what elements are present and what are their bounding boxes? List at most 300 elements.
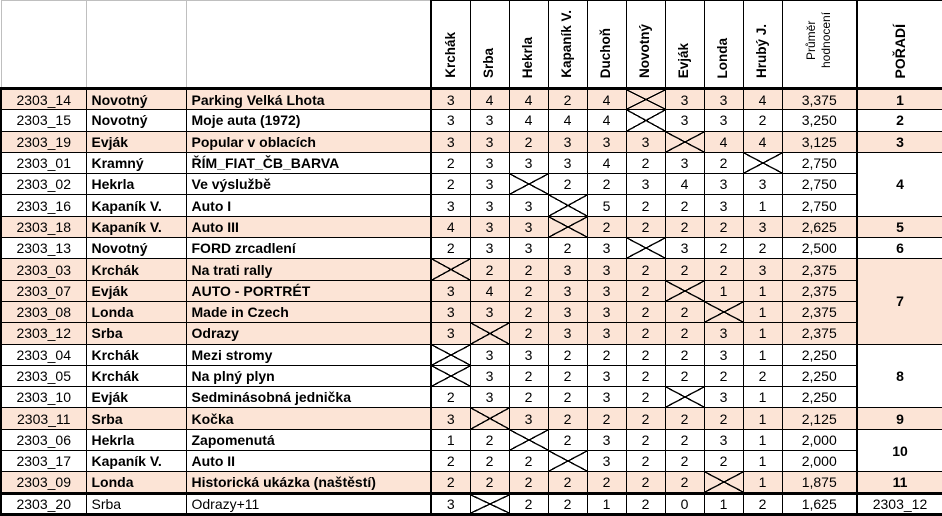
score-cell[interactable]: 3 xyxy=(470,344,509,365)
title-cell[interactable]: Na trati rally xyxy=(186,259,431,280)
score-cell[interactable]: 3 xyxy=(587,429,626,450)
score-cell[interactable]: 2 xyxy=(626,429,665,450)
score-cell[interactable]: 2 xyxy=(665,451,704,472)
average-cell[interactable]: 1,875 xyxy=(782,472,857,493)
average-cell[interactable]: 2,375 xyxy=(782,259,857,280)
score-cell[interactable]: 2 xyxy=(626,280,665,301)
score-cell[interactable]: 2 xyxy=(548,365,587,386)
photo-id-cell[interactable]: 2303_02 xyxy=(1,174,86,195)
average-cell[interactable]: 2,625 xyxy=(782,216,857,237)
title-cell[interactable]: Odrazy xyxy=(186,323,431,344)
score-cell-crossed[interactable] xyxy=(665,131,704,152)
score-cell[interactable]: 3 xyxy=(470,301,509,322)
score-cell[interactable]: 2 xyxy=(548,238,587,259)
average-cell[interactable]: 2,375 xyxy=(782,301,857,322)
score-cell[interactable]: 2 xyxy=(626,301,665,322)
score-cell[interactable]: 2 xyxy=(665,408,704,429)
score-cell[interactable]: 2 xyxy=(509,451,548,472)
score-cell[interactable]: 2 xyxy=(548,408,587,429)
score-cell[interactable]: 1 xyxy=(743,451,782,472)
score-cell[interactable]: 2 xyxy=(665,344,704,365)
score-cell[interactable]: 2 xyxy=(431,472,470,493)
score-cell[interactable]: 4 xyxy=(665,174,704,195)
score-cell[interactable]: 3 xyxy=(704,429,743,450)
rank-cell[interactable]: 10 xyxy=(857,429,942,472)
score-cell[interactable]: 3 xyxy=(587,238,626,259)
author-cell[interactable]: Krchák xyxy=(86,365,186,386)
rank-cell[interactable]: 5 xyxy=(857,216,942,237)
score-cell-crossed[interactable] xyxy=(431,365,470,386)
score-cell[interactable]: 2 xyxy=(704,365,743,386)
author-cell[interactable]: Kapaník V. xyxy=(86,195,186,216)
rank-cell[interactable]: 11 xyxy=(857,472,942,493)
judge-header-cell[interactable] xyxy=(587,1,626,89)
score-cell[interactable]: 3 xyxy=(548,280,587,301)
score-cell[interactable]: 3 xyxy=(587,259,626,280)
photo-id-cell[interactable]: 2303_04 xyxy=(1,344,86,365)
header-blank-author[interactable] xyxy=(86,1,186,89)
judge-name-label: Duchoň xyxy=(598,27,614,78)
author-cell[interactable]: Hekrla xyxy=(86,174,186,195)
judge-header-cell[interactable] xyxy=(626,1,665,89)
score-cell[interactable]: 2 xyxy=(548,387,587,408)
score-cell[interactable]: 2 xyxy=(431,238,470,259)
score-cell[interactable]: 3 xyxy=(431,110,470,131)
photo-id-cell[interactable]: 2303_18 xyxy=(1,216,86,237)
score-cell[interactable]: 3 xyxy=(470,195,509,216)
author-cell[interactable]: Srba xyxy=(86,493,186,514)
judge-header-cell[interactable] xyxy=(509,1,548,89)
score-cell[interactable]: 3 xyxy=(509,195,548,216)
score-cell[interactable]: 2 xyxy=(665,365,704,386)
photo-id-cell[interactable]: 2303_15 xyxy=(1,110,86,131)
score-cell[interactable]: 3 xyxy=(743,174,782,195)
author-cell[interactable]: Novotný xyxy=(86,89,186,110)
header-blank-title[interactable] xyxy=(186,1,431,89)
score-cell[interactable]: 4 xyxy=(587,110,626,131)
score-cell[interactable]: 1 xyxy=(743,280,782,301)
author-cell[interactable]: Novotný xyxy=(86,110,186,131)
title-cell[interactable]: Zapomenutá xyxy=(186,429,431,450)
score-cell[interactable]: 3 xyxy=(665,110,704,131)
score-cell[interactable]: 3 xyxy=(470,365,509,386)
table-row xyxy=(1,238,942,259)
average-cell[interactable]: 3,125 xyxy=(782,131,857,152)
cross-out-icon xyxy=(510,174,548,194)
title-cell[interactable]: Popular v oblacích xyxy=(186,131,431,152)
score-cell[interactable]: 2 xyxy=(626,216,665,237)
score-cell[interactable]: 2 xyxy=(470,429,509,450)
score-cell[interactable]: 4 xyxy=(704,131,743,152)
score-cell[interactable]: 4 xyxy=(587,89,626,110)
author-cell[interactable]: Evják xyxy=(86,280,186,301)
author-cell[interactable]: Londa xyxy=(86,301,186,322)
average-header-cell[interactable] xyxy=(782,1,857,89)
score-cell[interactable]: 4 xyxy=(509,110,548,131)
cross-out-icon xyxy=(432,345,470,365)
score-cell[interactable]: 3 xyxy=(470,238,509,259)
score-cell[interactable]: 3 xyxy=(431,280,470,301)
score-cell[interactable]: 2 xyxy=(509,387,548,408)
judge-header-cell[interactable] xyxy=(470,1,509,89)
score-cell[interactable]: 2 xyxy=(509,493,548,514)
photo-id-cell[interactable]: 2303_19 xyxy=(1,131,86,152)
score-cell[interactable]: 2 xyxy=(587,344,626,365)
score-cell[interactable]: 2 xyxy=(509,323,548,344)
score-cell-crossed[interactable] xyxy=(704,301,743,322)
photo-id-cell[interactable]: 2303_10 xyxy=(1,387,86,408)
score-cell[interactable]: 1 xyxy=(431,429,470,450)
score-cell[interactable]: 1 xyxy=(704,493,743,514)
header-row xyxy=(1,1,942,89)
author-cell[interactable]: Kramný xyxy=(86,152,186,173)
average-cell[interactable]: 2,125 xyxy=(782,408,857,429)
score-cell[interactable]: 3 xyxy=(587,451,626,472)
rank-cell[interactable]: 6 xyxy=(857,238,942,259)
score-cell[interactable]: 2 xyxy=(665,216,704,237)
score-cell[interactable]: 1 xyxy=(587,493,626,514)
score-cell[interactable]: 2 xyxy=(626,493,665,514)
score-cell[interactable]: 3 xyxy=(431,408,470,429)
score-cell[interactable]: 4 xyxy=(470,89,509,110)
score-cell[interactable]: 4 xyxy=(743,131,782,152)
average-cell[interactable]: 2,375 xyxy=(782,280,857,301)
score-cell[interactable]: 2 xyxy=(626,472,665,493)
table-row xyxy=(1,451,942,472)
score-cell[interactable]: 2 xyxy=(548,89,587,110)
author-cell[interactable]: Londa xyxy=(86,472,186,493)
average-cell[interactable]: 2,500 xyxy=(782,238,857,259)
score-cell-crossed[interactable] xyxy=(548,451,587,472)
score-cell[interactable]: 3 xyxy=(587,131,626,152)
score-cell[interactable]: 2 xyxy=(509,259,548,280)
score-cell[interactable]: 1 xyxy=(743,429,782,450)
score-cell[interactable]: 1 xyxy=(743,301,782,322)
score-cell[interactable]: 2 xyxy=(431,174,470,195)
average-cell[interactable]: 2,000 xyxy=(782,451,857,472)
rank-cell[interactable]: 7 xyxy=(857,259,942,344)
title-cell[interactable]: Ve výslužbě xyxy=(186,174,431,195)
score-cell[interactable]: 2 xyxy=(548,174,587,195)
score-cell[interactable]: 2 xyxy=(626,365,665,386)
score-cell[interactable]: 3 xyxy=(665,89,704,110)
score-cell-crossed[interactable] xyxy=(548,216,587,237)
score-cell[interactable]: 1 xyxy=(743,408,782,429)
score-cell[interactable]: 3 xyxy=(665,152,704,173)
score-cell[interactable]: 3 xyxy=(587,387,626,408)
score-cell[interactable]: 2 xyxy=(509,280,548,301)
score-cell[interactable]: 3 xyxy=(548,323,587,344)
score-cell[interactable]: 4 xyxy=(431,216,470,237)
score-cell[interactable]: 2 xyxy=(743,365,782,386)
author-cell[interactable]: Novotný xyxy=(86,238,186,259)
photo-id-cell[interactable]: 2303_20 xyxy=(1,493,86,514)
score-cell[interactable]: 2 xyxy=(704,152,743,173)
rank-cell[interactable]: 2303_12 xyxy=(857,493,942,514)
score-cell[interactable]: 4 xyxy=(548,110,587,131)
title-cell[interactable]: Odrazy+11 xyxy=(186,493,431,514)
score-cell[interactable]: 2 xyxy=(665,429,704,450)
score-cell[interactable]: 3 xyxy=(509,238,548,259)
score-cell[interactable]: 2 xyxy=(470,472,509,493)
title-cell[interactable]: Na plný plyn xyxy=(186,365,431,386)
score-cell[interactable]: 2 xyxy=(704,408,743,429)
rank-cell[interactable]: 9 xyxy=(857,408,942,429)
score-cell[interactable]: 2 xyxy=(665,301,704,322)
score-cell[interactable]: 3 xyxy=(509,408,548,429)
author-cell[interactable]: Kapaník V. xyxy=(86,216,186,237)
score-cell[interactable]: 3 xyxy=(587,323,626,344)
score-cell[interactable]: 3 xyxy=(470,131,509,152)
score-cell[interactable]: 3 xyxy=(470,387,509,408)
average-cell[interactable]: 2,250 xyxy=(782,365,857,386)
rank-cell[interactable]: 2 xyxy=(857,110,942,131)
judge-header-cell[interactable] xyxy=(431,1,470,89)
score-cell[interactable]: 5 xyxy=(587,195,626,216)
score-cell[interactable]: 2 xyxy=(431,387,470,408)
score-cell[interactable]: 2 xyxy=(626,387,665,408)
title-cell[interactable]: ŘÍM_FIAT_ČB_BARVA xyxy=(186,152,431,173)
average-cell[interactable]: 2,750 xyxy=(782,152,857,173)
score-cell[interactable]: 4 xyxy=(743,89,782,110)
score-cell[interactable]: 2 xyxy=(587,174,626,195)
rank-cell[interactable]: 1 xyxy=(857,89,942,110)
score-cell[interactable]: 1 xyxy=(743,387,782,408)
score-cell[interactable]: 3 xyxy=(431,301,470,322)
photo-id-cell[interactable]: 2303_07 xyxy=(1,280,86,301)
average-cell[interactable]: 1,625 xyxy=(782,493,857,514)
title-cell[interactable]: Made in Czech xyxy=(186,301,431,322)
score-cell[interactable]: 2 xyxy=(665,259,704,280)
score-cell-crossed[interactable] xyxy=(743,152,782,173)
score-cell[interactable]: 3 xyxy=(470,152,509,173)
score-cell-crossed[interactable] xyxy=(665,280,704,301)
score-cell[interactable]: 3 xyxy=(626,174,665,195)
title-cell[interactable]: Auto II xyxy=(186,451,431,472)
photo-id-cell[interactable]: 2303_08 xyxy=(1,301,86,322)
score-cell[interactable]: 3 xyxy=(704,344,743,365)
title-cell[interactable]: Historická ukázka (naštěstí) xyxy=(186,472,431,493)
rank-cell[interactable]: 4 xyxy=(857,152,942,216)
score-cell[interactable]: 2 xyxy=(587,408,626,429)
score-cell[interactable]: 3 xyxy=(704,387,743,408)
score-cell[interactable]: 2 xyxy=(548,493,587,514)
photo-id-cell[interactable]: 2303_16 xyxy=(1,195,86,216)
score-cell[interactable]: 3 xyxy=(587,301,626,322)
score-cell-crossed[interactable] xyxy=(431,344,470,365)
score-cell[interactable]: 3 xyxy=(509,344,548,365)
score-cell[interactable]: 2 xyxy=(704,259,743,280)
average-cell[interactable]: 3,250 xyxy=(782,110,857,131)
score-cell[interactable]: 2 xyxy=(587,472,626,493)
score-cell[interactable]: 3 xyxy=(704,110,743,131)
score-cell[interactable]: 1 xyxy=(743,472,782,493)
title-cell[interactable]: FORD zrcadlení xyxy=(186,238,431,259)
photo-id-cell[interactable]: 2303_14 xyxy=(1,89,86,110)
title-cell[interactable]: Auto I xyxy=(186,195,431,216)
author-cell[interactable]: Hekrla xyxy=(86,429,186,450)
title-cell[interactable]: Moje auta (1972) xyxy=(186,110,431,131)
score-cell[interactable]: 4 xyxy=(509,89,548,110)
average-cell[interactable]: 2,375 xyxy=(782,323,857,344)
score-cell[interactable]: 1 xyxy=(704,280,743,301)
score-cell[interactable]: 2 xyxy=(509,472,548,493)
score-cell[interactable]: 2 xyxy=(704,216,743,237)
judge-header-cell[interactable] xyxy=(548,1,587,89)
score-cell[interactable]: 2 xyxy=(626,259,665,280)
photo-id-cell[interactable]: 2303_09 xyxy=(1,472,86,493)
author-cell[interactable]: Srba xyxy=(86,408,186,429)
score-cell[interactable]: 2 xyxy=(743,493,782,514)
author-cell[interactable]: Krchák xyxy=(86,344,186,365)
photo-id-cell[interactable]: 2303_11 xyxy=(1,408,86,429)
score-cell[interactable]: 3 xyxy=(431,131,470,152)
score-cell[interactable]: 2 xyxy=(548,429,587,450)
judge-header-cell[interactable] xyxy=(704,1,743,89)
score-cell[interactable]: 2 xyxy=(626,408,665,429)
title-cell[interactable]: Auto III xyxy=(186,216,431,237)
judge-header-cell[interactable] xyxy=(665,1,704,89)
score-cell[interactable]: 1 xyxy=(743,195,782,216)
score-cell[interactable]: 0 xyxy=(665,493,704,514)
author-cell[interactable]: Srba xyxy=(86,323,186,344)
average-cell[interactable]: 3,375 xyxy=(782,89,857,110)
score-cell[interactable]: 2 xyxy=(704,451,743,472)
title-cell[interactable]: AUTO - PORTRÉT xyxy=(186,280,431,301)
score-cell[interactable]: 3 xyxy=(470,110,509,131)
photo-id-cell[interactable]: 2303_12 xyxy=(1,323,86,344)
score-cell-crossed[interactable] xyxy=(704,472,743,493)
cross-out-icon xyxy=(627,90,665,109)
score-cell-crossed[interactable] xyxy=(509,174,548,195)
score-cell[interactable]: 3 xyxy=(470,174,509,195)
score-cell[interactable]: 1 xyxy=(743,323,782,344)
score-cell[interactable]: 1 xyxy=(743,344,782,365)
score-cell[interactable]: 3 xyxy=(509,216,548,237)
score-cell[interactable]: 3 xyxy=(431,323,470,344)
score-cell[interactable]: 3 xyxy=(548,152,587,173)
score-cell[interactable]: 3 xyxy=(509,152,548,173)
score-cell-crossed[interactable] xyxy=(509,429,548,450)
score-cell[interactable]: 3 xyxy=(548,301,587,322)
header-blank-id[interactable] xyxy=(1,1,86,89)
score-cell[interactable]: 3 xyxy=(431,493,470,514)
cross-out-icon xyxy=(471,323,509,343)
score-cell-crossed[interactable] xyxy=(626,89,665,110)
author-cell[interactable]: Evják xyxy=(86,387,186,408)
score-cell[interactable]: 2 xyxy=(626,344,665,365)
score-cell-crossed[interactable] xyxy=(470,493,509,514)
score-cell[interactable]: 2 xyxy=(743,110,782,131)
score-cell[interactable]: 2 xyxy=(665,323,704,344)
score-cell[interactable]: 3 xyxy=(743,216,782,237)
score-cell[interactable]: 3 xyxy=(704,89,743,110)
average-cell[interactable]: 2,750 xyxy=(782,195,857,216)
author-cell[interactable]: Krchák xyxy=(86,259,186,280)
average-cell[interactable]: 2,250 xyxy=(782,344,857,365)
score-cell[interactable]: 3 xyxy=(743,259,782,280)
table-row xyxy=(1,301,942,322)
rank-cell[interactable]: 3 xyxy=(857,131,942,152)
score-cell[interactable]: 2 xyxy=(626,195,665,216)
photo-id-cell[interactable]: 2303_01 xyxy=(1,152,86,173)
author-cell[interactable]: Kapaník V. xyxy=(86,451,186,472)
score-cell-crossed[interactable] xyxy=(470,408,509,429)
score-cell[interactable]: 2 xyxy=(509,301,548,322)
score-cell[interactable]: 3 xyxy=(665,238,704,259)
photo-id-cell[interactable]: 2303_05 xyxy=(1,365,86,386)
average-cell[interactable]: 2,250 xyxy=(782,387,857,408)
title-cell[interactable]: Mezi stromy xyxy=(186,344,431,365)
score-cell[interactable]: 3 xyxy=(548,131,587,152)
photo-id-cell[interactable]: 2303_13 xyxy=(1,238,86,259)
table-row xyxy=(1,110,942,131)
title-cell[interactable]: Parking Velká Lhota xyxy=(186,89,431,110)
score-cell[interactable]: 3 xyxy=(704,323,743,344)
score-cell-crossed[interactable] xyxy=(548,195,587,216)
rank-cell[interactable]: 8 xyxy=(857,344,942,408)
score-cell[interactable]: 4 xyxy=(470,280,509,301)
score-cell[interactable]: 3 xyxy=(470,216,509,237)
score-cell[interactable]: 2 xyxy=(548,344,587,365)
photo-id-cell[interactable]: 2303_03 xyxy=(1,259,86,280)
score-cell-crossed[interactable] xyxy=(626,110,665,131)
score-cell[interactable]: 2 xyxy=(626,323,665,344)
rank-header-cell[interactable] xyxy=(857,1,942,89)
average-cell[interactable]: 2,000 xyxy=(782,429,857,450)
score-cell-crossed[interactable] xyxy=(665,387,704,408)
score-cell[interactable]: 2 xyxy=(470,451,509,472)
score-cell[interactable]: 3 xyxy=(587,280,626,301)
score-cell[interactable]: 2 xyxy=(509,131,548,152)
score-cell[interactable]: 3 xyxy=(548,259,587,280)
score-cell[interactable]: 2 xyxy=(431,451,470,472)
score-cell[interactable]: 2 xyxy=(665,195,704,216)
score-cell[interactable]: 3 xyxy=(431,89,470,110)
score-cell[interactable]: 3 xyxy=(431,195,470,216)
title-cell[interactable]: Kočka xyxy=(186,408,431,429)
cross-out-icon xyxy=(705,472,743,491)
score-cell[interactable]: 3 xyxy=(704,195,743,216)
score-cell[interactable]: 3 xyxy=(587,365,626,386)
score-cell[interactable]: 2 xyxy=(665,472,704,493)
score-cell[interactable]: 2 xyxy=(431,152,470,173)
score-cell[interactable]: 2 xyxy=(626,152,665,173)
score-cell[interactable]: 2 xyxy=(743,238,782,259)
score-cell-crossed[interactable] xyxy=(431,259,470,280)
photo-id-cell[interactable]: 2303_17 xyxy=(1,451,86,472)
table-row xyxy=(1,259,942,280)
judge-header-cell[interactable] xyxy=(743,1,782,89)
score-cell-crossed[interactable] xyxy=(626,238,665,259)
score-cell[interactable]: 3 xyxy=(704,174,743,195)
score-cell[interactable]: 4 xyxy=(587,152,626,173)
score-cell[interactable]: 2 xyxy=(470,259,509,280)
author-cell[interactable]: Evják xyxy=(86,131,186,152)
table-row xyxy=(1,323,942,344)
score-cell[interactable]: 2 xyxy=(704,238,743,259)
score-cell[interactable]: 2 xyxy=(587,216,626,237)
average-cell[interactable]: 2,750 xyxy=(782,174,857,195)
score-cell-crossed[interactable] xyxy=(470,323,509,344)
score-cell[interactable]: 2 xyxy=(626,451,665,472)
score-cell[interactable]: 2 xyxy=(509,365,548,386)
judge-name-label: Srba xyxy=(481,47,497,78)
title-cell[interactable]: Sedminásobná jednička xyxy=(186,387,431,408)
score-cell[interactable]: 2 xyxy=(548,472,587,493)
score-cell[interactable]: 3 xyxy=(626,131,665,152)
photo-id-cell[interactable]: 2303_06 xyxy=(1,429,86,450)
